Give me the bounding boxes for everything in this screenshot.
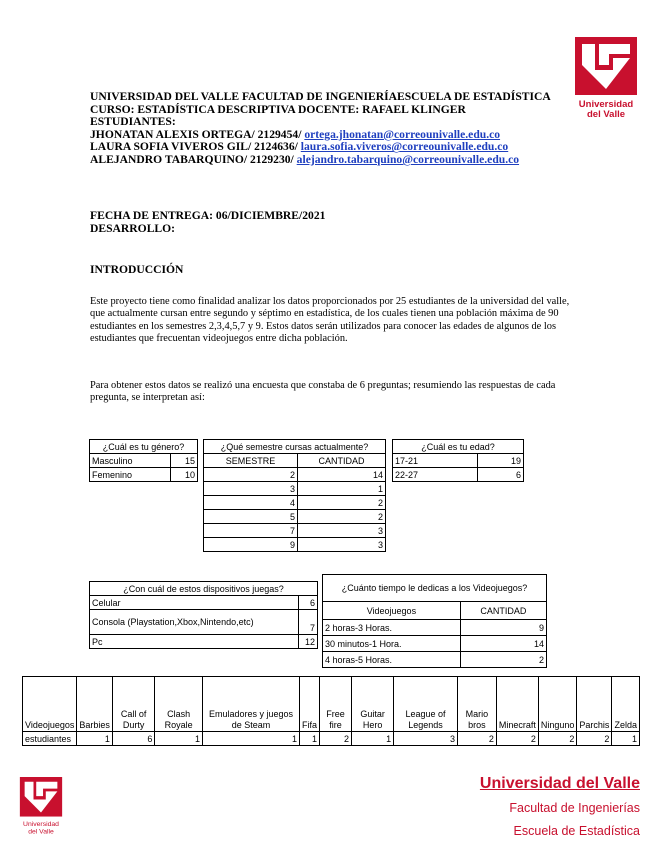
game-count-cell: 1	[202, 732, 299, 746]
footer-logo-text-1: Universidad	[23, 821, 59, 829]
game-count-cell: 6	[112, 732, 154, 746]
footer-school: Escuela de Estadística	[513, 824, 640, 838]
table-row: 17-21 19	[393, 454, 524, 468]
header-line-2: CURSO: ESTADÍSTICA DESCRIPTIVA DOCENTE: RAFAEL KLINGER	[90, 102, 466, 116]
game-name-cell: Fifa	[299, 677, 319, 732]
semester-table	[203, 439, 386, 552]
intro-paragraph-2: Para obtener estos datos se realizó una encuesta que constaba de 6 preguntas; resumiendo las respuestas de cada pregunta, se interpretan así:	[90, 380, 556, 404]
student-1: JHONATAN ALEXIS ORTEGA/ 2129454/ ortega.jhonatan@correounivalle.edu.co	[90, 127, 501, 141]
table-row: 3 1	[204, 482, 386, 496]
game-name-cell: Minecraft	[496, 677, 538, 732]
game-name-cell: Call of Durty	[112, 677, 154, 732]
document-header	[90, 91, 580, 167]
games-table	[22, 676, 640, 746]
game-count-cell: 1	[77, 732, 113, 746]
table-row: 7 3	[204, 524, 386, 538]
devices-table	[89, 581, 318, 649]
game-count-cell: 2	[577, 732, 612, 746]
game-count-cell: 2	[319, 732, 351, 746]
game-count-cell: 3	[394, 732, 458, 746]
table-row: Consola (Playstation,Xbox,Nintendo,etc) 7	[90, 610, 318, 635]
game-count-cell: 1	[352, 732, 394, 746]
games-count-row	[23, 732, 640, 746]
table-row: 2 horas-3 Horas. 9	[323, 620, 547, 636]
game-name-cell: Emuladores y juegos de Steam	[202, 677, 299, 732]
table-row: 5 2	[204, 510, 386, 524]
table-row: 22-27 6	[393, 468, 524, 482]
semester-col-header: SEMESTRE	[204, 454, 298, 468]
footer-logo-shield-icon	[19, 777, 63, 837]
table-row: Pc 12	[90, 635, 318, 649]
time-table	[322, 574, 547, 668]
delivery-date-section	[90, 210, 325, 235]
table-row: 4 2	[204, 496, 386, 510]
game-count-cell: 2	[538, 732, 577, 746]
gender-table-title: ¿Cuál es tu género?	[90, 440, 198, 454]
footer-university-name: Universidad del Valle	[479, 775, 640, 792]
devices-table-title: ¿Con cuál de estos dispositivos juegas?	[90, 582, 318, 596]
student-1-email-link[interactable]: ortega.jhonatan@correounivalle.edu.co	[304, 127, 501, 141]
game-name-cell: Parchis	[577, 677, 612, 732]
age-table-title: ¿Cuál es tu edad?	[393, 440, 524, 454]
intro-paragraph-1: Este proyecto tiene como finalidad analizar los datos proporcionados por 25 estudiantes de la universidad del valle, que actualmente cursan entre segundo y séptimo en estadística, de los cuales tienen una población máxima de 90 estudiantes en los semestres 2,3,4,5,7 y 9. Estos datos serán utilizados para conocer las edades de algunos de los estudiantes que frecuentan videojuegos entre dicha población.	[90, 296, 570, 345]
intro-title: INTRODUCCIÓN	[90, 263, 184, 276]
logo-text-1: Universidad	[578, 99, 634, 110]
logo-text-2: del Valle	[586, 109, 626, 120]
table-row: 9 3	[204, 538, 386, 552]
game-name-cell: Mario bros	[457, 677, 496, 732]
age-table	[392, 439, 524, 482]
quantity-col-header: CANTIDAD	[298, 454, 386, 468]
game-name-cell: Barbies	[77, 677, 113, 732]
games-row-label: Videojuegos	[23, 677, 77, 732]
student-2-email-link[interactable]: laura.sofia.viveros@correounivalle.edu.co	[300, 140, 509, 154]
footer-faculty: Facultad de Ingenierías	[509, 801, 640, 815]
game-count-cell: 1	[299, 732, 319, 746]
header-line-3: ESTUDIANTES:	[90, 115, 176, 129]
logo-shield-icon	[575, 37, 637, 125]
time-table-title: ¿Cuánto tiempo le dedicas a los Videojuegos?	[323, 575, 547, 602]
table-row: 2 14	[204, 468, 386, 482]
games-col-header: Videojuegos	[323, 602, 461, 620]
games-header-row	[23, 677, 640, 732]
footer-logo	[19, 777, 63, 842]
game-name-cell: Guitar Hero	[352, 677, 394, 732]
semester-table-title: ¿Qué semestre cursas actualmente?	[204, 440, 386, 454]
table-row: 4 horas-5 Horas. 2	[323, 652, 547, 668]
game-count-cell: 1	[612, 732, 640, 746]
game-name-cell: Ninguno	[538, 677, 577, 732]
table-row: Femenino 10	[90, 468, 198, 482]
table-row: 30 minutos-1 Hora. 14	[323, 636, 547, 652]
table-row: Celular 6	[90, 596, 318, 610]
table-row: Masculino 15	[90, 454, 198, 468]
game-count-cell: 1	[155, 732, 203, 746]
student-3-email-link[interactable]: alejandro.tabarquino@correounivalle.edu.co	[296, 152, 520, 166]
student-3: ALEJANDRO TABARQUINO/ 2129230/ alejandro.tabarquino@correounivalle.edu.co	[90, 152, 520, 166]
time-quantity-col-header: CANTIDAD	[460, 602, 546, 620]
footer-logo-text-2: del Valle	[28, 828, 54, 836]
university-logo	[575, 37, 637, 130]
development-label: DESARROLLO:	[90, 221, 176, 235]
games-count-label: estudiantes	[23, 732, 77, 746]
gender-table	[89, 439, 198, 482]
game-name-cell: Clash Royale	[155, 677, 203, 732]
game-count-cell: 2	[496, 732, 538, 746]
game-count-cell: 2	[457, 732, 496, 746]
student-2: LAURA SOFIA VIVEROS GIL/ 2124636/ laura.sofia.viveros@correounivalle.edu.co	[90, 140, 509, 154]
header-line-1: UNIVERSIDAD DEL VALLE FACULTAD DE INGENIERÍAESCUELA DE ESTADÍSTICA	[90, 90, 551, 103]
game-name-cell: Zelda	[612, 677, 640, 732]
game-name-cell: League of Legends	[394, 677, 458, 732]
game-name-cell: Free fire	[319, 677, 351, 732]
delivery-date: FECHA DE ENTREGA: 06/DICIEMBRE/2021	[90, 209, 326, 222]
